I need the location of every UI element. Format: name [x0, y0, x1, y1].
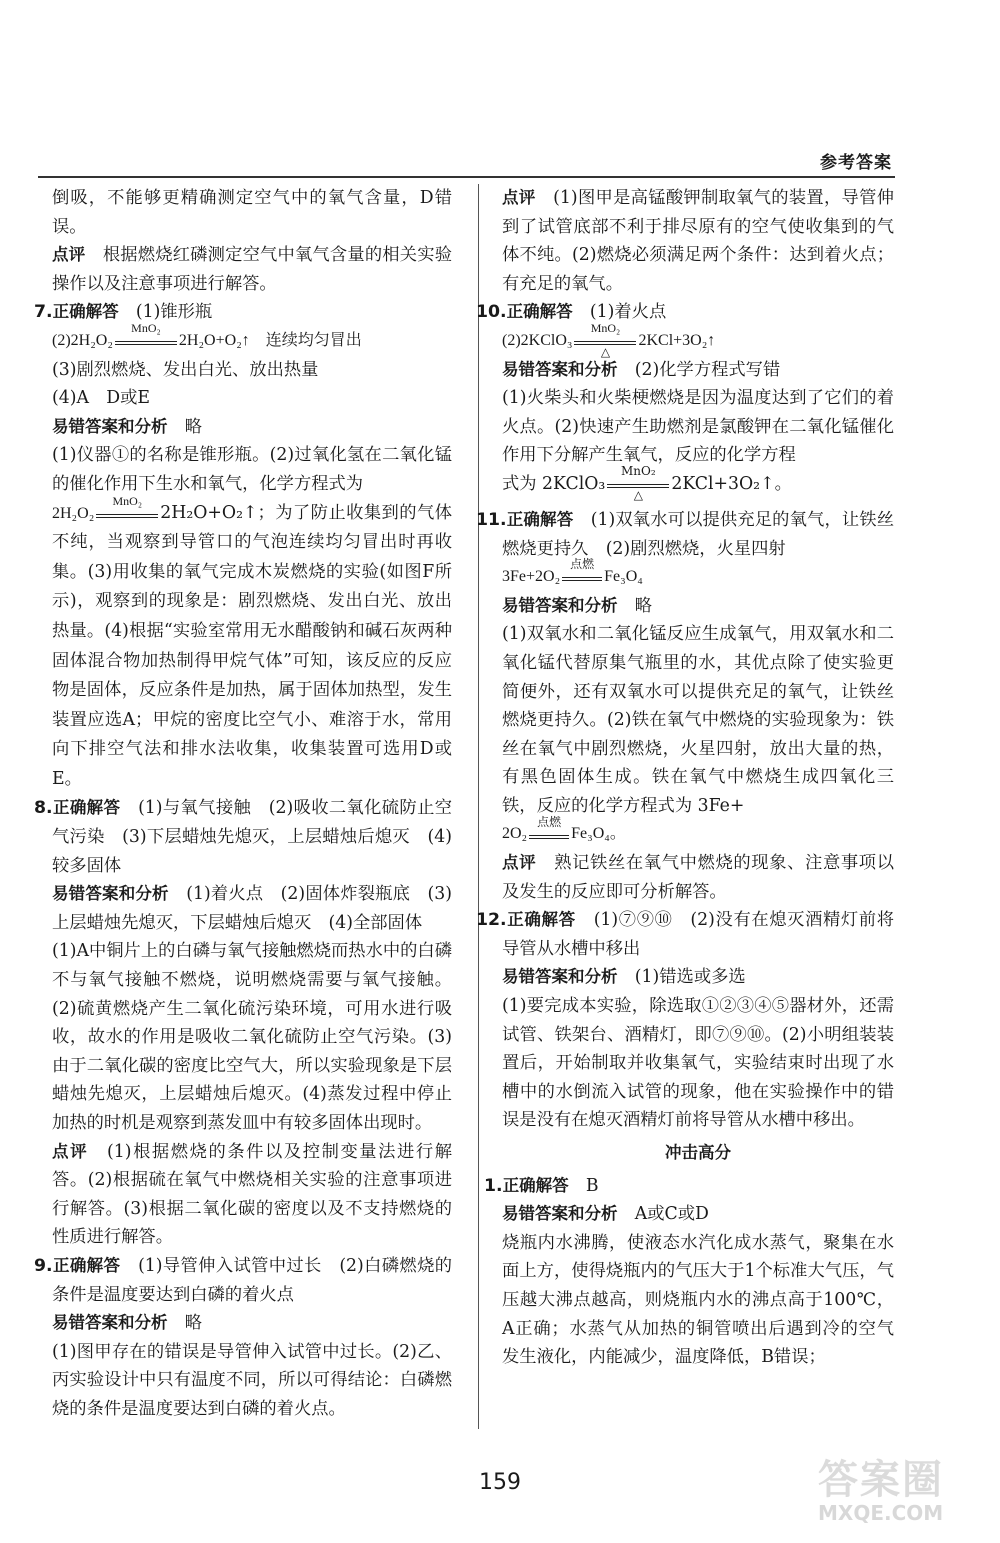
answer-text: (4)A D或E	[52, 388, 150, 409]
equation-line	[502, 557, 894, 592]
equation-reactants: (2)2H₂O₂	[52, 331, 113, 349]
error-text: 略	[184, 1313, 203, 1334]
question-number: 7.	[34, 302, 53, 323]
equation-line	[502, 464, 894, 506]
error-tag: 易错答案和分析	[502, 595, 618, 615]
answer-text: (3)剧烈燃烧、发出白光、放出热量	[52, 359, 319, 380]
error-text: 略	[634, 595, 653, 616]
column-divider	[478, 184, 479, 1429]
equation-line	[502, 814, 894, 849]
page-header-title: 参考答案	[820, 153, 892, 173]
watermark-url: MXQE.COM	[818, 1501, 944, 1525]
comment-text: (1)图甲是高锰酸钾制取氧气的装置，导管伸到了试管底部不利于排尽原有的空气使收集到的气体不纯。(2)燃烧必须满足两个条件：达到着火点；有充足的氧气。	[502, 188, 894, 294]
equation-reactants: (2)2KClO₃	[502, 331, 573, 349]
question-number: 10.	[476, 302, 507, 323]
explanation-text: 烧瓶内水沸腾，使液态水汽化成水蒸气，聚集在水面上方，使得烧瓶内的气压大于1个标准大气压，气压越大沸点越高，则烧瓶内水的沸点高于100℃，A正确；水蒸气从加热的铜管喷出后遇到冷的空气发生液化，内能减少，温度降低，B错误；	[502, 1232, 894, 1368]
section-title: 冲击高分	[665, 1143, 731, 1162]
explanation-text: (1)火柴头和火柴梗燃烧是因为温度达到了它们的着火点。(2)快速产生助燃剂是氯酸钾在二氧化锰催化作用下分解产生氧气，反应的化学方程	[502, 388, 894, 466]
answer-tag: 正确解答	[52, 302, 119, 322]
reaction-arrow	[605, 464, 671, 503]
error-tag: 易错答案和分析	[52, 884, 169, 904]
error-text: A或C或D	[634, 1204, 709, 1225]
error-text: (1)错选或多选	[634, 967, 746, 988]
answer-tag: 正确解答	[506, 910, 576, 930]
error-text: (2)化学方程式写错	[634, 359, 781, 380]
answer-text: (1)导管伸入试管中过长 (2)白磷燃烧的条件是温度要达到白磷的着火点	[52, 1255, 453, 1305]
heat-symbol: △	[600, 345, 611, 360]
answer-text: (1)与氧气接触 (2)吸收二氧化硫防止空气污染 (3)下层蜡烛先熄灭，上层蜡烛后熄灭 (4)较多固体	[52, 798, 453, 876]
comment-text: 熟记铁丝在氧气中燃烧的现象、注意事项以及发生的反应即可分析解答。	[502, 853, 894, 902]
comment-tag: 点评	[502, 188, 536, 207]
reaction-arrow	[113, 321, 179, 355]
condition-label: 点燃	[570, 557, 595, 572]
reaction-arrow	[560, 557, 604, 591]
answer-tag: 正确解答	[502, 1175, 569, 1195]
explanation-text: (1)双氧水和二氧化锰反应生成氧气，用双氧水和二氧化锰代替原集气瓶里的水，其优点除了使实验更简便外，还有双氧水可以提供充足的氧气，让铁丝燃烧更持久。(2)铁在氧气中燃烧的实验现象为：铁丝在氧气中剧烈燃烧，火星四射，放出大量的热，有黑色固体生成。铁在氧气中燃烧生成四氧化三铁，反应的化学方程式为 3Fe+	[502, 624, 894, 816]
question-number: 8.	[34, 798, 53, 819]
answer-text: (1)锥形瓶	[135, 302, 213, 323]
answer-text: (1)双氧水可以提供充足的氧气，让铁丝燃烧更持久 (2)剧烈燃烧，火星四射	[502, 509, 894, 559]
watermark-mark: 答案圈	[818, 1457, 944, 1503]
explanation-text: (1)图甲存在的错误是导管伸入试管中过长。(2)乙、丙实验设计中只有温度不同，所以可得结论：白磷燃烧的条件是温度要达到白磷的着火点。	[52, 1341, 452, 1419]
error-tag: 易错答案和分析	[52, 416, 168, 436]
equation-reactants: 2H₂O₂	[52, 504, 95, 522]
error-tag: 易错答案和分析	[52, 1313, 168, 1333]
equation-products: 2KCl+3O₂↑。	[671, 473, 792, 494]
catalyst-label: MnO₂	[590, 321, 621, 336]
question-number: 9.	[34, 1255, 53, 1276]
header-rule	[38, 176, 895, 178]
comment-text: 根据燃烧红磷测定空气中氧气含量的相关实验操作以及注意事项进行解答。	[52, 245, 452, 294]
error-text: 略	[184, 416, 203, 437]
explanation-text: (1)A中铜片上的白磷与氧气接触燃烧而热水中的白磷不与氧气接触不燃烧，说明燃烧需要与氧气接触。(2)硫黄燃烧产生二氧化硫污染环境，可用水进行吸收，故水的作用是吸收二氧化硫防止空气污染。(3)由于二氧化碳的密度比空气大，所以实验现象是下层蜡烛先熄灭，上层蜡烛后熄灭。(4)蒸发过程中停止加热的时机是观察到蒸发皿中有较多固体出现时。	[52, 941, 452, 1133]
equation-line	[502, 321, 894, 360]
reaction-arrow	[572, 321, 638, 360]
condition-label: 点燃	[537, 814, 562, 829]
equation-products: 2H₂O+O₂↑ 连续均匀冒出	[178, 331, 362, 349]
question-number: 12.	[476, 910, 507, 931]
error-text: (1)着火点 (2)固体炸裂瓶底 (3)上层蜡烛先熄灭，下层蜡烛后熄灭 (4)全部固体	[52, 884, 453, 933]
answer-text: (1)⑦⑨⑩ (2)没有在熄灭酒精灯前将导管从水槽中移出	[502, 910, 894, 959]
answer-tag: 正确解答	[506, 302, 573, 322]
comment-tag: 点评	[52, 1141, 89, 1161]
heat-symbol: △	[633, 488, 643, 503]
explanation-text: (1)要完成本实验，除选取①②③④⑤器材外，还需试管、铁架台、酒精灯，即⑦⑨⑩。(2)小明组装装置后，开始制取并收集氧气，实验结束时出现了水槽中的水倒流入试管的现象，他在实验操作中的错误是没有在熄灭酒精灯前将导管从水槽中移出。	[502, 996, 894, 1131]
page-number: 159	[479, 1470, 521, 1495]
answer-text: (1)着火点	[589, 302, 667, 323]
equation-line	[52, 321, 452, 356]
error-tag: 易错答案和分析	[502, 1204, 618, 1224]
equation-reactants: 3Fe+2O₂	[502, 568, 561, 586]
error-tag: 易错答案和分析	[502, 967, 618, 987]
paragraph: 倒吸，不能够更精确测定空气中的氧气含量，D错误。	[52, 188, 452, 237]
comment-tag: 点评	[502, 853, 537, 873]
equation-products: Fe₃O₄。	[571, 825, 626, 843]
equation-products: Fe₃O₄	[604, 568, 643, 586]
comment-text: (1)根据燃烧的条件以及控制变量法进行解答。(2)根据硫在氧气中燃烧相关实验的注意事项进行解答。(3)根据二氧化碳的密度以及不支持燃烧的性质进行解答。	[52, 1141, 452, 1248]
explanation-text: 2H₂O+O₂↑；为了防止收集到的气体不纯，当观察到导管口的气泡连续均匀冒出时再收集。(3)用收集的氧气完成木炭燃烧的实验(如图F所示)，观察到的现象是：剧烈燃烧、发出白光、放出热量。(4)根据“实验室常用无水醋酸钠和碱石灰两种固体混合物加热制得甲烷气体”可知，该反应的反应物是固体，反应条件是加热，属于固体加热型，发生装置应选A；甲烷的密度比空气小、难溶于水，常用向下排空气法和排水法收集，收集装置可选用D或E。	[52, 502, 452, 789]
catalyst-label: MnO₂	[621, 464, 656, 479]
answer-tag: 正确解答	[52, 1255, 121, 1275]
comment-tag: 点评	[52, 245, 86, 265]
answer-text: B	[585, 1175, 599, 1196]
watermark-logo	[818, 1448, 988, 1530]
equation-products: 2KCl+3O₂↑	[638, 331, 716, 349]
catalyst-label: MnO₂	[112, 493, 143, 508]
left-column	[34, 184, 453, 1424]
explanation-text: 式为 2KClO₃	[502, 473, 606, 494]
explanation-text: (1)仪器①的名称是锥形瓶。(2)过氧化氢在二氧化锰的催化作用下生水和氧气，化学方程式为	[52, 445, 452, 494]
reaction-arrow	[527, 814, 571, 849]
equation-line	[52, 493, 452, 795]
answer-tag: 正确解答	[52, 798, 121, 818]
right-column	[476, 184, 894, 1372]
reaction-arrow	[94, 493, 160, 528]
question-number: 11.	[476, 509, 507, 530]
equation-reactants: 2O₂	[502, 825, 528, 843]
error-tag: 易错答案和分析	[502, 359, 618, 379]
question-number: 1.	[484, 1175, 503, 1196]
answer-tag: 正确解答	[506, 509, 574, 529]
catalyst-label: MnO₂	[131, 321, 161, 336]
